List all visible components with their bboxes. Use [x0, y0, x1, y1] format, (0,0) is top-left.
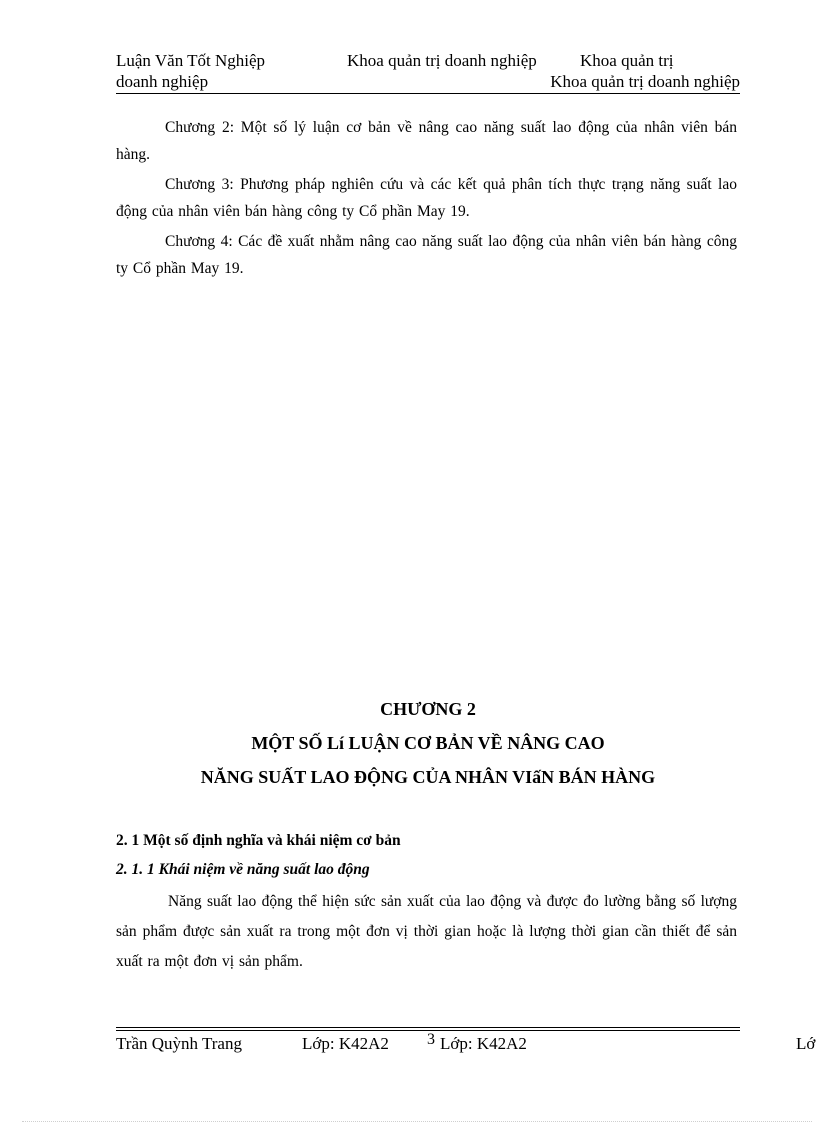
header-divider	[116, 93, 740, 94]
section-heading: 2. 1 Một số định nghĩa và khái niệm cơ bản	[116, 832, 401, 849]
footer-author: Trần Quỳnh Trang	[116, 1034, 242, 1053]
page-header	[116, 50, 740, 92]
footer-divider	[116, 1027, 740, 1028]
chapter-title-line2: NĂNG SUẤT LAO ĐỘNG CỦA NHÂN VIấN BÁN HÀNG	[200, 767, 656, 787]
page-number: 3	[427, 1031, 435, 1048]
header-faculty: Khoa quản trị doanh nghiệp	[347, 51, 537, 70]
paragraph-chapter-4-summary: Chương 4: Các đề xuất nhằm nâng cao năng suất lao động của nhân viên bán hàng công ty Cổ phần May 19.	[116, 233, 737, 277]
paragraph-chapter-3-summary: Chương 3: Phương pháp nghiên cứu và các kết quả phân tích thực trạng năng suất lao động của nhân viên bán hàng công ty Cổ phần May 19.	[116, 176, 737, 220]
header-faculty-continued: doanh nghiệp	[116, 72, 209, 91]
chapter-title-line1: MỘT SỐ Lí LUẬN CƠ BẢN VỀ NÂNG CAO	[251, 733, 605, 753]
page-bottom-edge	[22, 1121, 812, 1122]
footer-class-repeat: Lớp: K42A2	[440, 1034, 527, 1053]
header-faculty-repeat: Khoa quản trị	[580, 51, 674, 70]
subsection-heading: 2. 1. 1 Khái niệm về năng suất lao động	[116, 861, 370, 878]
footer-class: Lớp: K42A2	[302, 1034, 389, 1053]
header-faculty-right: Khoa quản trị doanh nghiệp	[550, 72, 740, 91]
paragraph-definition: Năng suất lao động thể hiện sức sản xuất của lao động và được đo lường bằng số lượng sản phẩm được sản xuất ra trong một đơn vị thời gian hoặc là lượng thời gian cần thiết để sản xuất ra một đơn vị sản phẩm.	[116, 893, 737, 970]
paragraph-chapter-2-summary: Chương 2: Một số lý luận cơ bản về nâng cao năng suất lao động của nhân viên bán hàng.	[116, 119, 737, 163]
chapter-number: CHƯƠNG 2	[380, 699, 476, 719]
footer-class-cutoff: Lớ	[796, 1034, 816, 1053]
header-thesis-title: Luận Văn Tốt Nghiệp	[116, 51, 266, 70]
